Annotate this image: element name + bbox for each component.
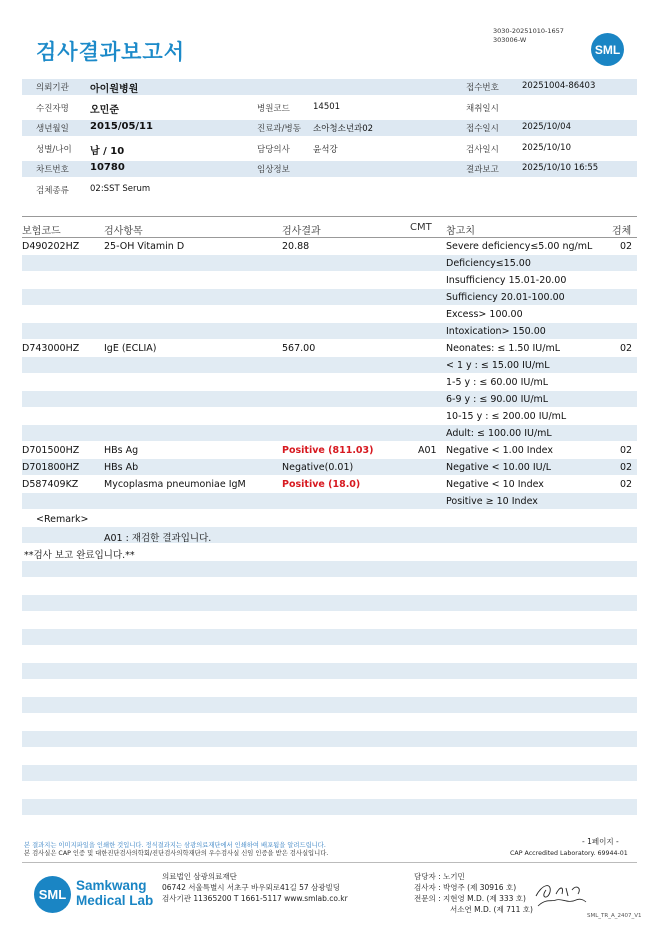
row-band [22,799,637,815]
staff-tester: 검사자 : 박영주 (제 30916 호) [414,883,517,892]
result-item: IgE (ECLIA) [104,343,157,354]
row-band [22,629,637,645]
footer-rule [22,862,637,863]
header-value: 남 / 10 [90,145,125,157]
header-label: 성별/나이 [36,144,72,155]
header-value: 윤석강 [313,144,338,155]
result-code: D587409KZ [22,479,79,490]
result-reference: Neonates: ≤ 1.50 IU/mL [446,343,560,354]
sml-logo: SML [591,33,624,66]
col-result: 검사결과 [282,226,321,237]
col-spec: 검체 [612,226,632,237]
col-item: 검사항목 [104,226,143,237]
table-top-rule [22,216,637,217]
header-value: 14501 [313,101,341,112]
result-reference: Sufficiency 20.01-100.00 [446,292,565,303]
signature-image [530,876,590,910]
remark-label: <Remark> [36,514,89,525]
header-value: 2025/10/10 [522,142,571,153]
staff-manager: 담당자 : 노기민 [414,872,465,881]
result-value: Positive (18.0) [282,479,361,490]
page-title: 검사결과보고서 [36,40,186,64]
row-band [22,765,637,781]
header-value: 오민준 [90,104,119,116]
result-reference: Negative < 1.00 Index [446,445,553,456]
document-id-line-2: 303006-W [493,36,527,44]
row-band [22,561,637,577]
result-code: D701800HZ [22,462,80,473]
header-value: 2025/10/04 [522,122,571,132]
result-reference: 6-9 y : ≤ 90.00 IU/mL [446,394,549,405]
result-reference: Insufficiency 15.01-20.00 [446,275,567,286]
result-cmt: A01 [418,445,437,456]
lab-name-line-1: Samkwang [76,878,147,893]
result-specimen: 02 [620,479,633,490]
header-label: 임상정보 [257,165,290,175]
result-item: HBs Ab [104,462,139,473]
header-label: 의뢰기관 [36,83,69,93]
result-item: HBs Ag [104,445,139,456]
row-band [22,595,637,611]
result-specimen: 02 [620,241,633,252]
header-label: 병원코드 [257,103,290,114]
notice-print: 본 결과지는 이미지파일을 인쇄한 것입니다. 정식결과지는 삼광의료재단에서 인쇄하여 배포됨을 알려드립니다. [24,842,326,849]
staff-specialist-1: 전문의 : 지현영 M.D. (제 333 호) [414,894,526,903]
result-item: 25-OH Vitamin D [104,241,185,252]
header-label: 검체종류 [36,185,69,196]
header-label: 결과보고 [466,165,499,175]
result-reference: 10-15 y : ≤ 200.00 IU/mL [446,411,567,422]
result-value: 20.88 [282,241,310,252]
result-reference: Negative < 10.00 IU/L [446,462,552,473]
staff-specialist-2: 서소연 M.D. (제 711 호) [450,905,533,914]
header-value: 2025/10/10 16:55 [522,163,599,173]
col-code: 보험코드 [22,226,61,237]
lab-name-line-2: Medical Lab [76,893,154,908]
completion-note: **검사 보고 완료입니다.** [24,550,135,561]
result-specimen: 02 [620,462,633,473]
lab-info-address: 06742 서울특별시 서초구 바우뫼로41길 57 삼광빌딩 [162,883,341,892]
result-specimen: 02 [620,343,633,354]
result-reference: Positive ≥ 10 Index [446,496,538,507]
document-id-line-1: 3030-20251010-1657 [493,27,564,35]
sml-footer-logo: SML [34,876,71,913]
lab-info-contact: 검사기관 11365200 T 1661-5117 www.smlab.co.kr [162,894,348,903]
result-reference: 1-5 y : ≤ 60.00 IU/mL [446,377,549,388]
result-reference: Intoxication> 150.00 [446,326,546,337]
result-code: D490202HZ [22,241,80,252]
header-label: 수진자명 [36,103,69,114]
remark-text: A01 : 재검한 결과입니다. [104,533,212,544]
result-value: Negative(0.01) [282,462,354,473]
result-reference: Excess> 100.00 [446,309,523,320]
result-code: D701500HZ [22,445,80,456]
header-value: 소아청소년과02 [313,124,374,134]
header-label: 담당의사 [257,144,290,155]
header-label: 접수번호 [466,83,499,93]
staff-info [414,871,533,915]
header-label: 차트번호 [36,165,69,175]
form-code: SML_TR_A_2407_V1 [587,913,642,919]
col-ref: 참고치 [446,226,475,237]
lab-info [162,871,348,904]
header-label: 검사일시 [466,144,499,155]
lab-info-name: 의료법인 삼광의료재단 [162,872,237,881]
table-head-rule [22,237,637,238]
result-code: D743000HZ [22,343,80,354]
result-reference: Adult: ≤ 100.00 IU/mL [446,428,552,439]
header-value: 20251004-86403 [522,81,596,91]
result-reference: < 1 y : ≤ 15.00 IU/mL [446,360,550,371]
document-id [493,27,564,45]
header-label: 생년월일 [36,124,69,134]
result-value: Positive (811.03) [282,445,374,456]
header-label: 채취일시 [466,103,499,114]
result-reference: Negative < 10 Index [446,479,544,490]
result-reference: Severe deficiency≤5.00 ng/mL [446,241,593,252]
row-band [22,663,637,679]
page-number: - 1페이지 - [582,837,619,846]
lab-name [76,878,153,908]
header-label: 접수일시 [466,124,499,134]
header-value: 10780 [90,162,125,173]
cap-accreditation: CAP Accredited Laboratory. 69944-01 [510,850,628,857]
result-specimen: 02 [620,445,633,456]
header-label: 진료과/병동 [257,124,301,134]
result-value: 567.00 [282,343,316,354]
result-item: Mycoplasma pneumoniae IgM [104,479,246,490]
col-cmt: CMT [410,222,432,233]
row-band [22,493,637,509]
result-reference: Deficiency≤15.00 [446,258,531,269]
notice-cap: 본 검사실은 CAP 인증 및 대한진단검사의학회/진단검사의학재단의 우수검사실 신임 인증을 받은 검사실입니다. [24,850,329,857]
header-value: 02:SST Serum [90,183,151,194]
header-value: 아이원병원 [90,84,139,95]
row-band [22,697,637,713]
row-band [22,255,637,271]
row-band [22,731,637,747]
header-value: 2015/05/11 [90,121,153,132]
